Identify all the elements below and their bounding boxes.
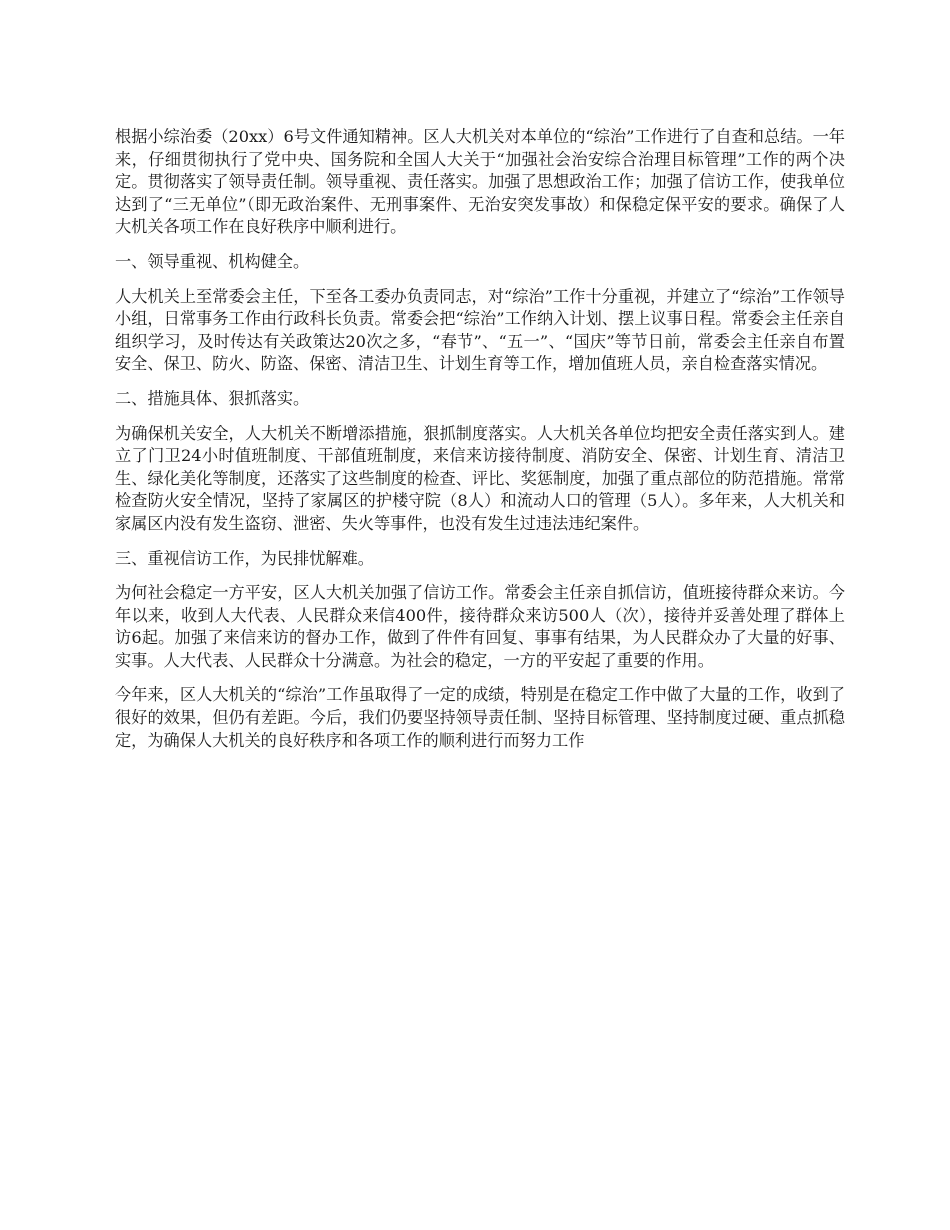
section-3-paragraph: 为何社会稳定一方平安，区人大机关加强了信访工作。常委会主任亲自抓信访，值班接待群众来访。今年以来，收到人大代表、人民群众来信400件，接待群众来访500人（次），接待并妥善处理了群体上访6起。加强了来信来访的督办工作，做到了件件有回复、事事有结果，为人民群众办了大量的好事、实事。人大代表、人民群众十分满意。为社会的稳定，一方的平安起了重要的作用。 bbox=[115, 583, 845, 670]
conclusion-paragraph: 今年来，区人大机关的“综治”工作虽取得了一定的成绩，特别是在稳定工作中做了大量的工作，收到了很好的效果，但仍有差距。今后，我们仍要坚持领导责任制、坚持目标管理、坚持制度过硬、重点抓稳定，为确保人大机关的良好秩序和各项工作的顺利进行而努力工作 bbox=[115, 685, 845, 750]
section-1-paragraph: 人大机关上至常委会主任，下至各工委办负责同志，对“综治”工作十分重视，并建立了“综治”工作领导小组，日常事务工作由行政科长负责。常委会把“综治”工作纳入计划、摆上议事日程。常委会主任亲自组织学习，及时传达有关政策达20次之多，“春节”、“五一”、“国庆”等节日前，常委会主任亲自布置安全、保卫、防火、防盗、保密、清洁卫生、计划生育等工作，增加值班人员，亲自检查落实情况。 bbox=[115, 286, 845, 374]
section-heading-2: 二、措施具体、狠抓落实。 bbox=[115, 388, 310, 408]
section-2-paragraph: 为确保机关安全，人大机关不断增添措施，狠抓制度落实。人大机关各单位均把安全责任落实到人。建立了门卫24小时值班制度、干部值班制度，来信来访接待制度、消防安全、保密、计划生育、清洁卫生、绿化美化等制度，还落实了这些制度的检查、评比、奖惩制度，加强了重点部位的防范措施。常常检查防火安全情况，坚持了家属区的护楼守院（8人）和流动人口的管理（5人）。多年来，人大机关和家属区内没有发生盗窃、泄密、失火等事件，也没有发生过违法违纪案件。 bbox=[115, 423, 845, 533]
intro-paragraph: 根据小综治委（20xx）6号文件通知精神。区人大机关对本单位的“综治”工作进行了自查和总结。一年来，仔细贯彻执行了党中央、国务院和全国人大关于“加强社会治安综合治理目标管理”工作的两个决定。贯彻落实了领导责任制。领导重视、责任落实。加强了思想政治工作；加强了信访工作，使我单位达到了“三无单位”（即无政治案件、无刑事案件、无治安突发事故）和保稳定保平安的要求。确保了人大机关各项工作在良好秩序中顺利进行。 bbox=[115, 127, 845, 237]
section-heading-1: 一、领导重视、机构健全。 bbox=[115, 251, 310, 271]
section-heading-3: 三、重视信访工作，为民排忧解难。 bbox=[115, 548, 374, 568]
document-body bbox=[115, 126, 845, 764]
